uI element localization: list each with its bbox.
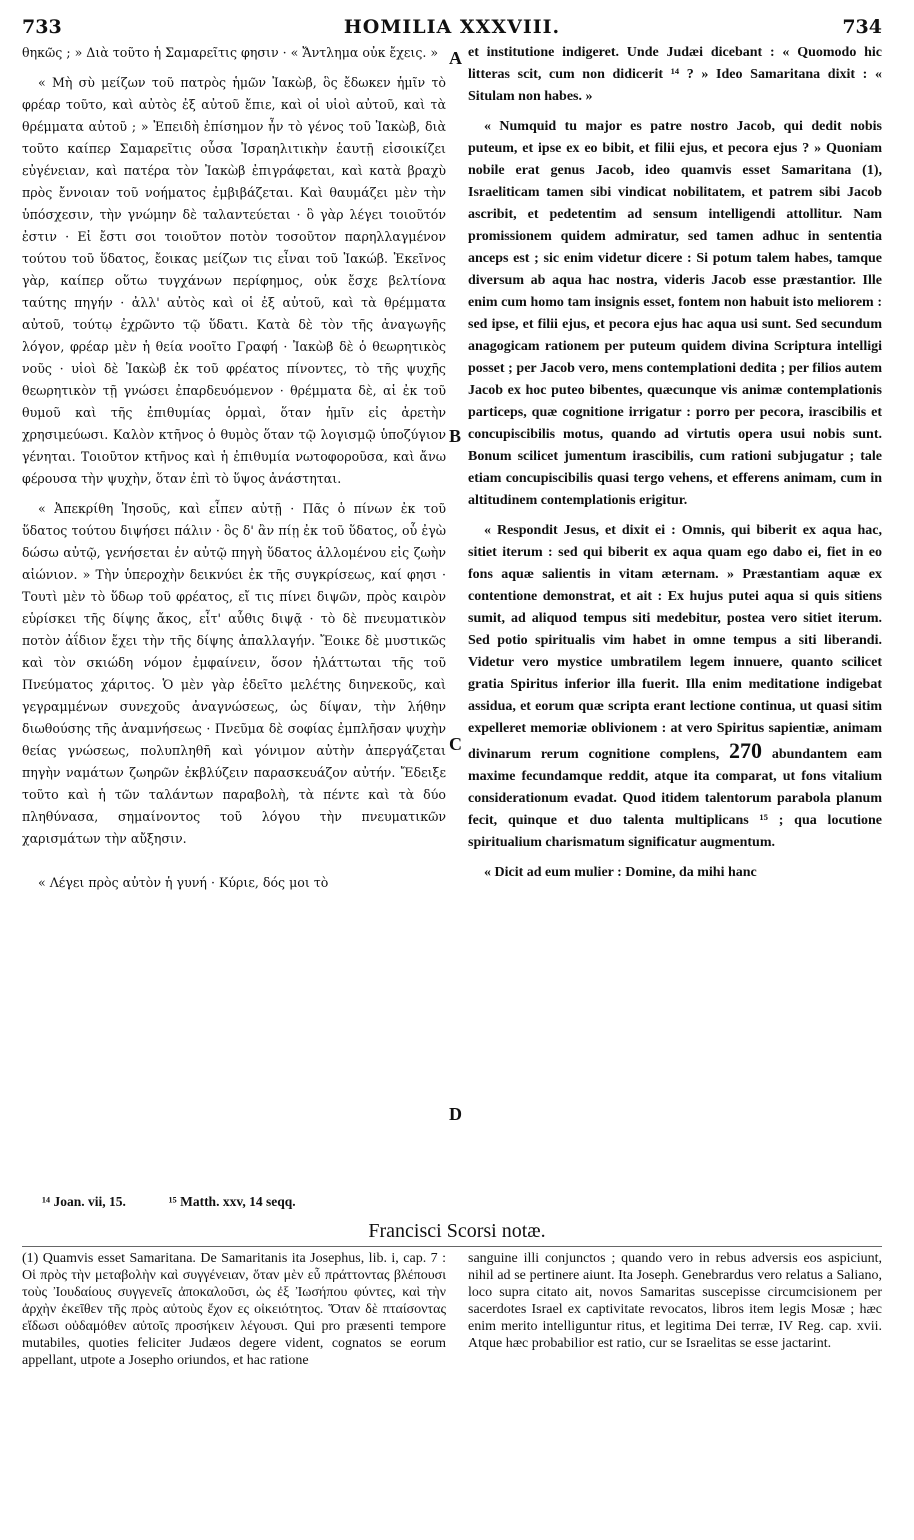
footnotes	[42, 1194, 442, 1210]
notes-right-column: sanguine illi conjunctos ; quando vero in rebus adversis eos aspiciunt, nihil ad se pertinere aiunt. Ita Joseph. Genebrardus vero relatus a Saliano, loco supra citato ait, novos Samaritas suscepisse circumcisionem per sacerdotes Israel ex captivitate revocatos, libros item legis Mosæ ; hæc enim merito intelliguntur ritus, et legitima Dei terræ, IV Reg. cap. xvii. Atque hæc probabilior est ratio, cur se Israelitas se esse jactarint.	[468, 1251, 882, 1351]
notes-title: Francisci Scorsi notæ.	[368, 1220, 546, 1242]
latin-paragraph-4: « Dicit ad eum mulier : Domine, da mihi hanc	[484, 865, 757, 880]
margin-letter-d: D	[449, 1104, 462, 1124]
greek-paragraph-1: θηκῶς ; » Διὰ τοῦτο ἡ Σαμαρεῖτις φησιν · « Ἄντλημα οὐκ ἔχεις. »	[22, 45, 439, 60]
footnote-14: ¹⁴ Joan. vii, 15.	[42, 1194, 126, 1209]
notes-divider	[22, 1246, 882, 1247]
latin-column	[468, 42, 882, 884]
latin-paragraph-1: et institutione indigeret. Unde Judæi dicebant : « Quomodo hic litteras scit, cum non didicerit ¹⁴ ? » Ideo Samaritana dixit : « Situlam non habes. »	[468, 45, 882, 104]
running-header	[22, 16, 882, 42]
margin-letter-c: C	[449, 734, 462, 754]
page-number-right: 734	[842, 16, 882, 38]
latin-paragraph-3-text: « Respondit Jesus, et dixit ei : Omnis, qui biberit ex aqua hac, sitiet iterum : sed qui biberit ex aqua quam ego dabo ei, fiet in eo fons aquæ salientis in vitam æternam. » Præstantiam aquæ ex contentione demonstrat, et ait : Ex hujus putei aqua si quis sitiens sumit, ad aliquod tempus siti medebitur, postea vero sitiet iterum. Sed potio spiritualis vim habet in omne tempus a siti liberandi. Videtur vero mystice umbratilem legem innuere, quanto scilicet gratia Spiritus inferior illa fuerit. Illa enim meditatione indigebat assidua, et eorum quæ scripta erant lectione continua, ut quasi sitim expelleret memoriæ oblivionem : at vero Spiritus sapientiæ, animam divinarum rerum cognitione complens,	[468, 523, 882, 762]
latin-paragraph-3-continued: abundantem eam maxime fecundamque reddit, atque ita comparat, ut fons vitalium considerationum evadat. Quod itidem talentorum parabola planum fecit, quinque et duo talenta multiplicans ¹⁵ ; qua locutione spiritualium charismatum significatur augmentum.	[468, 747, 882, 850]
margin-letter-a: A	[449, 48, 462, 68]
greek-column	[22, 42, 446, 894]
greek-paragraph-3: « Ἀπεκρίθη Ἰησοῦς, καὶ εἶπεν αὐτῇ · Πᾶς ὁ πίνων ἐκ τοῦ ὕδατος τούτου διψήσει πάλιν · ὃς δ' ἂν πίῃ ἐκ τοῦ ὕδατος, οὗ ἐγὼ δώσω αὐτῷ, γενήσεται ἐν αὐτῷ πηγὴ ὕδατος ἁλλομένου εἰς ζωὴν αἰώνιον. » Τὴν ὑπεροχὴν δεικνύει ἐκ τῆς συγκρίσεως, καί φησι · Τουτὶ μὲν τὸ ὕδωρ τοῦ φρέατος, εἴ τις πίνει διψῶν, πρὸς καιρὸν εὑρίσκει τῆς δίψης ἄκος, εἶτ' αὖθις διψᾷ · τὸ δὲ πνευματικὸν ποτὸν ἀΐδιον ἔχει τὴν τῆς δίψης ἀπαλλαγήν. Ἔοικε δὲ μυστικῶς καὶ τὸν σκιώδη νόμον ἐμφαίνειν, ὅσον ἠλάττωται τῆς τοῦ Πνεύματος χάριτος. Ὁ μὲν γὰρ ἐδεῖτο μελέτης διηνεκοῦς, καὶ γεγραμμένων συνεχοῦς ἀναγνώσεως, ὡς δίψαν, τὴν λήθην διωθούσης τῆς ἀναμνήσεως · Πνεῦμα δὲ σοφίας ἐμπλῆσαν ψυχὴν θείας γνώσεως, πολυπληθῆ καὶ γόνιμον αὐτὴν ἀπεργάζεται πηγὴν ναμάτων ζωηρῶν ἐκβλύζειν παρασκευάζον αὐτήν. Ἔδειξε τοῦτο καὶ ἡ τῶν ταλάντων παραβολὴ, τὰ πέντε καὶ τὰ δύο πληθύνασα, σημαίνοντος τοῦ λόγου τὴν πνευματικῶν χαρισμάτων τὴν αὔξησιν.	[22, 501, 446, 846]
footnote-15: ¹⁵ Matth. xxv, 14 seqq.	[168, 1194, 296, 1209]
latin-paragraph-2: « Numquid tu major es patre nostro Jacob, qui dedit nobis puteum, et ipse ex eo bibit, et filii ejus, et pecora ejus ? » Quoniam nobile erat genus Jacob, ideo quamvis esset Samaritana (1), Israeliticam tamen sibi vindicat nobilitatem, et patrem sibi Jacob ascribit, et pedetentim ad sensum intelligendi attollitur. Nam promissionem quidem admiratur, sed tamen adhuc in sententia anceps est ; sic enim videtur dicere : Si potum talem habes, tamque diversum ab aqua hac nostra, videris Jacob esse præstantior. Ille enim cum homo tam insignis esset, fontem non habuit isto meliorem : sed ipse, et filii ejus, et pecora ejus hac aqua usi sunt. Sed secundum anagogicam rationem per puteum quidem divina Scriptura intelligi posset ; per Jacob vero, mens contemplationi dedita ; per filios autem Jacob ex hoc puteo bibentes, quæcunque vis animæ contemplationis particeps, quæ cognitione irrigatur : porro per pecora, irascibilis et concupiscibilis motus, quando ad virtutis opera usui nobis sunt. Bonum scilicet jumentum irascibilis, cum rationi subjugatur ; tale etiam concupiscibilis quasi tergo vehens, et efferens animam, cum in altitudinem contemplationis erigitur.	[468, 119, 882, 508]
notes-left-column: (1) Quamvis esset Samaritana. De Samaritanis ita Josephus, lib. i, cap. 7 : Οἱ πρὸς τὴν μεταβολὴν καὶ συγγένειαν, ὅταν μὲν εὖ πράττοντας βλέπουσι τοὺς Ἰουδαίους συγγενεῖς ἀποκαλοῦσι, ὡς ἐξ Ἰωσήπου φύντες, καὶ τὴν ἀρχὴν ἐκεῖθεν τῆς πρὸς αὐτοὺς ἔχον ες οἰκειότητος. Ὅταν δὲ πταίσοντας εἴδωσι οὐδαμόθεν αὐτοῖς προσήκειν λέγουσι. Qui pro præsenti tempore mutabiles, quoties feliciter Judæos degere vident, cognatos se eorum appellant, utpote a Josepho oriundos, et hac ratione	[22, 1251, 446, 1368]
greek-paragraph-4: « Λέγει πρὸς αὐτὸν ἡ γυνή · Κύριε, δός μοι τὸ	[38, 875, 329, 890]
greek-paragraph-2: « Μὴ σὺ μείζων τοῦ πατρὸς ἡμῶν Ἰακὼβ, ὃς ἔδωκεν ἡμῖν τὸ φρέαρ τοῦτο, καὶ αὐτὸς ἐξ αὐτοῦ ἔπιε, καὶ οἱ υἱοὶ αὐτοῦ, καὶ τὰ θρέμματα αὐτοῦ ; » Ἐπειδὴ ἐπίσημον ἦν τὸ γένος τοῦ Ἰακὼβ, διὰ τοῦτο καίπερ Σαμαρεῖτις οὖσα Ἰσραηλιτικὴν ἑαυτῇ εἰσοικίζει εὐγένειαν, καὶ πατέρα τὸν Ἰακὼβ ἐπιγράφεται, καὶ κατὰ βραχὺ πρὸς ἔννοιαν τοῦ νοήματος ἐμβιβάζεται. Καὶ θαυμάζει μὲν τὴν ὑπόσχεσιν, τὴν γνώμην δὲ ταλαντεύεται · ὃ γὰρ λέγει τοιοῦτόν ἐστιν · Εἰ ἔστι σοι τοιοῦτον ποτὸν τοσοῦτον παρηλλαγμένον τούτου τοῦ ὕδατος, ἔοικας μείζων τις εἶναι τοῦ Ἰακώβ. Ἐκεῖνος γὰρ, καίπερ οὕτω τυγχάνων περίφημος, οὐκ ἔσχε βελτίονα ταύτης πηγήν · ἀλλ' αὐτὸς καὶ οἱ ἐξ αὐτοῦ, καὶ τὰ θρέμματα αὐτοῦ, τούτῳ ἐχρῶντο τῷ ὕδατι. Κατὰ δὲ τὸν τῆς ἀναγωγῆς λόγον, φρέαρ μὲν ἡ θεία νοοῖτο Γραφή · Ἰακὼβ δὲ ὁ θεωρητικὸς νοῦς · υἱοὶ δὲ Ἰακὼβ ἐκ τοῦ φρέατος πίνοντες, τὸ τῆς ψυχῆς θεωρητικὸν τῇ γνώσει ἐπαρδευόμενον · θρέμματα δὲ, αἱ ἐκ τοῦ θυμοῦ καὶ τῆς ἐπιθυμίας ὁρμαὶ, ὅταν ἡμῖν εἰς ἀρετὴν χρησιμεύωσι. Καλὸν κτῆνος ὁ θυμὸς ὅταν τῷ λογισμῷ ὑποζύγιον γένηται. Τοιοῦτον κτῆνος καὶ ἡ ἐπιθυμία νωτοφοροῦσα, καὶ ἄνω φέρουσα τὴν ψυχὴν, ὅταν ἐπὶ τὸ ὕψος ἀνάστηται.	[22, 75, 446, 486]
inline-page-number: 270	[729, 738, 763, 763]
latin-paragraph-3	[468, 520, 882, 854]
margin-letter-b: B	[449, 426, 462, 446]
page-number-left: 733	[22, 16, 62, 38]
page-title: HOMILIA XXXVIII.	[343, 16, 561, 38]
